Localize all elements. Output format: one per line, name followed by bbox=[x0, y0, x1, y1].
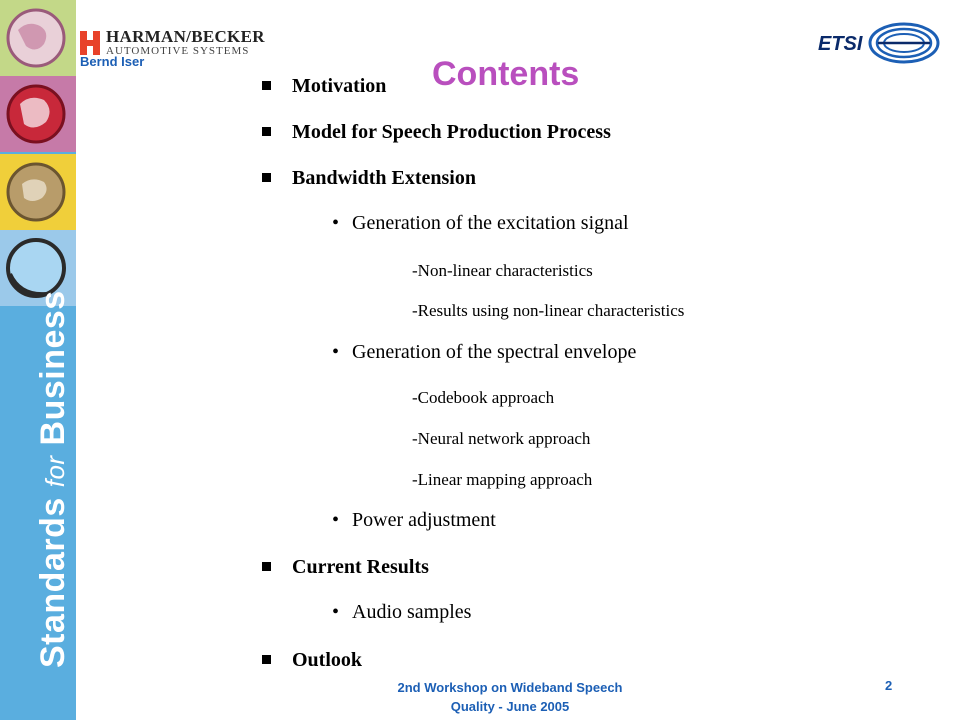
footer-line-2: Quality - June 2005 bbox=[450, 699, 570, 714]
list-item: Current Results bbox=[262, 556, 429, 579]
etsi-logo-text: ETSI bbox=[818, 33, 863, 55]
author-name: Bernd Iser bbox=[80, 54, 145, 69]
footer-line-1: 2nd Workshop on Wideband Speech bbox=[397, 680, 623, 695]
list-item: -Results using non-linear characteristics bbox=[412, 301, 685, 320]
list-item: -Neural network approach bbox=[412, 429, 591, 448]
square-bullet-icon bbox=[262, 655, 271, 664]
dot-bullet-icon: • bbox=[332, 212, 340, 234]
list-item: Model for Speech Production Process bbox=[262, 121, 611, 144]
list-item: • Generation of the excitation signal bbox=[332, 212, 629, 234]
list-item: Motivation bbox=[262, 75, 386, 98]
square-bullet-icon bbox=[262, 562, 271, 571]
globe-icon bbox=[0, 154, 76, 230]
logo-subtitle: AUTOMOTIVE SYSTEMS bbox=[106, 45, 250, 57]
logo-name: HARMAN/BECKER bbox=[106, 27, 265, 46]
etsi-logo bbox=[812, 18, 942, 68]
tagline-word-business: Business bbox=[34, 290, 72, 446]
list-item: -Linear mapping approach bbox=[412, 470, 593, 489]
harman-becker-logo bbox=[80, 28, 265, 57]
page-title: Contents bbox=[432, 55, 580, 93]
globe-tile-green bbox=[0, 0, 76, 76]
globe-tile-pink bbox=[0, 76, 76, 152]
list-item: -Non-linear characteristics bbox=[412, 261, 593, 280]
dot-bullet-icon: • bbox=[332, 509, 340, 531]
dot-bullet-icon: • bbox=[332, 601, 340, 623]
list-item: • Audio samples bbox=[332, 601, 472, 623]
list-item: -Codebook approach bbox=[412, 388, 555, 407]
list-item: • Generation of the spectral envelope bbox=[332, 341, 637, 363]
list-item: • Power adjustment bbox=[332, 509, 496, 531]
square-bullet-icon bbox=[262, 173, 271, 182]
tagline-word-for: for bbox=[40, 455, 70, 488]
harman-becker-mark-icon bbox=[80, 31, 102, 55]
tagline-word-standards: Standards bbox=[34, 497, 72, 668]
list-item: Bandwidth Extension bbox=[262, 167, 476, 190]
square-bullet-icon bbox=[262, 127, 271, 136]
sidebar bbox=[0, 0, 76, 720]
square-bullet-icon bbox=[262, 81, 271, 90]
sidebar-tagline bbox=[34, 290, 73, 668]
page-number: 2 bbox=[885, 678, 893, 693]
globe-tile-yellow bbox=[0, 154, 76, 230]
dot-bullet-icon: • bbox=[332, 341, 340, 363]
globe-icon bbox=[0, 0, 76, 76]
globe-icon bbox=[0, 76, 76, 152]
footer bbox=[340, 678, 680, 716]
list-item: Outlook bbox=[262, 649, 362, 672]
